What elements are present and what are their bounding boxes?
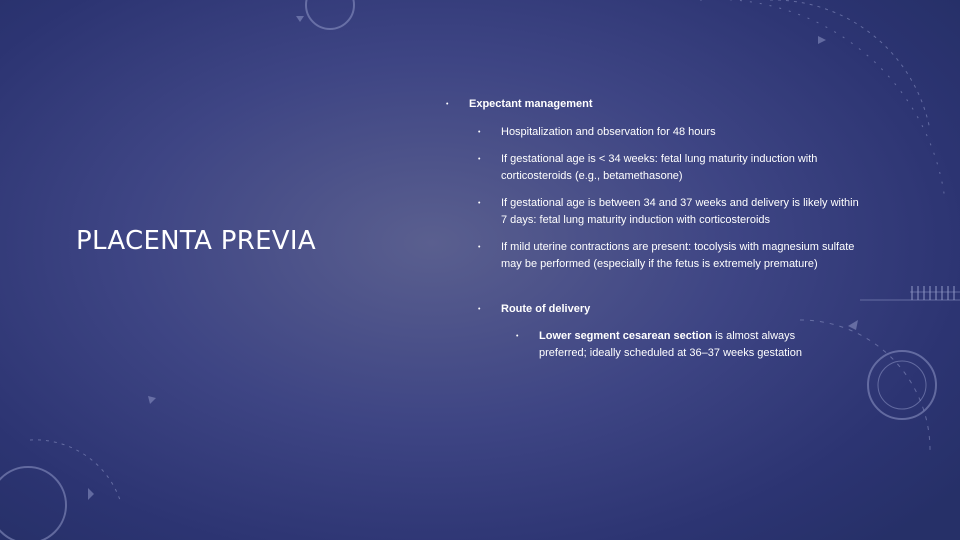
bullet-icon: • xyxy=(478,156,481,163)
bullet-icon: • xyxy=(446,101,449,108)
bullet-icon: • xyxy=(478,200,481,207)
bullet-item-cesarean-section xyxy=(516,328,836,362)
bullet-item-expectant-management xyxy=(446,96,592,113)
slide-title: PLACENTA PREVIA xyxy=(76,226,316,256)
bullet-text: Expectant management xyxy=(469,98,593,110)
bullet-item-gestational-34-37 xyxy=(478,195,863,229)
bullet-text: If gestational age is < 34 weeks: fetal lung maturity induction with corticosteroids (e.g., betamethasone) xyxy=(501,153,818,182)
bullet-text xyxy=(539,328,836,362)
bullet-item-route-of-delivery xyxy=(478,301,838,318)
bullet-text: If gestational age is between 34 and 37 weeks and delivery is likely within 7 days: fetal lung maturity induction with corticosteroids xyxy=(501,197,859,226)
bullet-text: Hospitalization and observation for 48 hours xyxy=(501,126,716,138)
bullet-item-gestational-lt34 xyxy=(478,151,823,185)
bullet-text: If mild uterine contractions are present: tocolysis with magnesium sulfate may be performed (especially if the fetus is extremely premature) xyxy=(501,241,855,270)
bullet-icon: • xyxy=(478,244,481,251)
bullet-icon: • xyxy=(478,306,481,313)
bullet-icon: • xyxy=(516,333,519,340)
bullet-text: Route of delivery xyxy=(501,303,591,315)
bullet-item-tocolysis xyxy=(478,239,863,273)
bullet-icon: • xyxy=(478,129,481,136)
bullet-rest-text: is almost always preferred; ideally scheduled at 36–37 weeks gestation xyxy=(539,330,802,359)
bullet-item-hospitalization xyxy=(478,124,838,141)
bullet-bold-text: Lower segment cesarean section xyxy=(539,330,713,342)
